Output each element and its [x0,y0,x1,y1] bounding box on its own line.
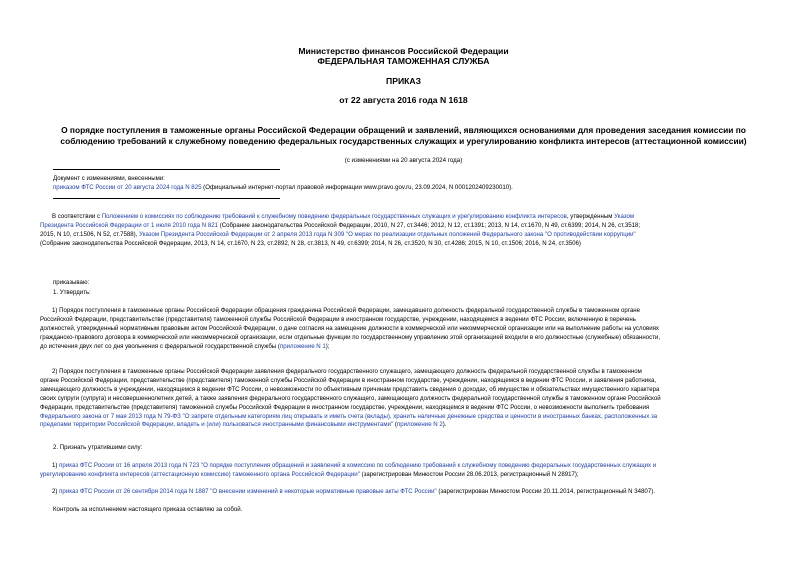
paragraph-line: 1) Порядок поступления в таможенные органы Российской Федерации обращения гражданина Российской Федерации, замещавшего должность федеральной государственной службы в таможенном органе [52,307,641,314]
federal-law-79-link-cont[interactable]: пределами территории Российской Федерации, владеть и (или) пользоваться иностранными финансовыми инструментами" [40,421,394,429]
preamble-text: , утвержденным [566,213,615,220]
preamble [40,213,767,249]
control-clause: Контроль за исполнением настоящего приказа оставляю за собой. [53,506,243,513]
document-type: ПРИКАЗ [386,76,421,86]
decree-link-start[interactable]: Указом [614,213,635,220]
service-name: ФЕДЕРАЛЬНАЯ ТАМОЖЕННАЯ СЛУЖБА [317,56,490,66]
paragraph-line: замещающего должность в учреждении, находящемся в ведении ФТС России, о невозможности по объективным причинам представить сведения о доходах, об имуществе и обязательствах имущественного характера [40,385,660,393]
order-723-link-cont[interactable]: урегулированию конфликта интересов (аттестационную комиссию) таможенного органа Российской Федерации" [40,470,360,478]
amendment-source: (Официальный интернет-портал правовой информации www.pravo.gov.ru, 23.09.2024, N 0001202409230010). [201,183,513,191]
title-line-1: О порядке поступления в таможенные органы Российской Федерации обращений и заявлений, являющихся основаниями для проведения заседания комиссии по [61,125,746,135]
preamble-text: В соответствии с [52,213,102,220]
paragraph-line: до истечения двух лет со дня увольнения с федеральной государственной службы ( [40,342,280,350]
paragraph-line: Российской Федерации, представительстве (представителя) таможенной службы Российской Федерации в иностранном государстве, учреждении, находящемся в ведении ФТС России, включенную в перечень [40,315,636,323]
paragraph-line: Федерации, представительстве (представителя) таможенной службы Российской Федерации в иностранном государстве, учреждении, находящемся в ведении ФТС России, о невозможности выполнить требования [40,403,650,411]
preamble-citation: (Собрание законодательства Российской Федерации, 2013, N 14, ст.1670, N 23, ст.2892, N 28, ст.3813, N 49, ст.6399; 2014, N 26, ст.3520, N 30, ст.4286; 2015, N 10, ст.1506; 2016, N 24, ст.3506) [40,239,581,247]
paragraph-2 [40,368,767,430]
list-marker: 1) [52,462,60,469]
paragraph-line: своих супруги (супруга) и несовершеннолетних детей, а также заявления федерального государственного служащего, замещающего должность федеральной государственной службы в таможенном органе Российской [40,394,661,402]
amendment-link[interactable]: приказом ФТС России от 20 августа 2024 года N 825 [53,183,202,191]
decree-821-link[interactable]: Президента Российской Федерации от 1 июля 2010 года N 821 [40,221,218,229]
federal-law-79-link[interactable]: Федерального закона от 7 мая 2013 года N 79-ФЗ "О запрете отдельным категориям лиц открывать и иметь счета (вклады), хранить наличные денежные средства и ценности в иностранных банках, расположенных за [40,412,658,420]
preamble-text: 2015, N 10, ст.1506, N 52, ст.7588), [40,230,140,238]
repeal-2 [40,488,767,497]
title-line-2: соблюдению требований к служебному поведению федеральных государственных служащих и урегулированию конфликта интересов (аттестационной комиссии) [60,136,747,146]
order-word: приказываю: [53,279,90,286]
paragraph-line: ); [325,342,330,350]
amendments-block [53,175,780,193]
amendments-label: Документ с изменениями, внесенными: [53,175,165,182]
regulation-link[interactable]: Положением о комиссиях по соблюдению требований к служебному поведению федеральных государственных служащих и урегулированию конфликта интересов [101,213,567,220]
document-header [0,46,807,105]
paragraph-1 [40,307,767,352]
registration-info: (зарегистрирован Минюстом России 20.11.2014, регистрационный N 34807). [436,488,655,495]
document-date-number: от 22 августа 2016 года N 1618 [339,95,468,105]
preamble-text: (Собрание законодательства Российской Федерации, 2010, N 27, ст.3446; 2012, N 12, ст.1391; 2013, N 14, ст.1670, N 49, ст.6399; 2014, N 26, ст.3518; [218,221,641,229]
paragraph-line: должностей, утвержденный нормативным правовым актом Российской Федерации, о даче согласия на замещение должности в коммерческой или некоммерческой организации или на выполнение работы на условиях [40,324,659,332]
paragraph-line: ( [393,421,397,429]
paragraph-line: ). [442,421,447,429]
order-1887-link[interactable]: приказ ФТС России от 26 сентября 2014 года N 1887 "О внесении изменений в некоторые нормативные правовые акты ФТС России" [59,488,437,495]
revision-note: (с изменениями на 20 августа 2024 года) [344,157,463,164]
appendix-2-link[interactable]: приложение N 2 [396,421,443,429]
repeal-1 [40,462,767,480]
paragraph-line: 2) Порядок поступления в таможенные органы Российской Федерации заявления федерального государственного служащего, замещающего должность федеральной государственной службы в таможенном [52,368,642,375]
appendix-1-link[interactable]: приложение N 1 [279,342,326,350]
divider-top [53,169,280,170]
document-title [28,125,779,147]
divider-bottom [53,198,280,199]
registration-info: (зарегистрирован Минюстом России 28.06.2013, регистрационный N 28917); [359,470,579,478]
item-2-heading: 2. Признать утратившими силу: [53,444,143,451]
list-marker: 2) [52,488,60,495]
item-1-heading: 1. Утвердить: [53,289,91,296]
ministry-name: Министерство финансов Российской Федерации [298,46,509,56]
paragraph-line: гражданско-правового договора в коммерческой или некоммерческой организации, если отдельные функции по государственному управлению этой организацией входили в его должностные (служебные) обязанности, [40,333,661,341]
paragraph-line: органе Российской Федерации, представительстве (представителя) таможенной службы Российской Федерации в иностранном государстве, учреждении, находящемся в ведении ФТС России, и заявления работника, [40,376,657,384]
order-723-link[interactable]: приказ ФТС России от 16 апреля 2013 года N 723 "О порядке поступления обращений и заявлений в комиссию по соблюдению требований к служебному поведению федеральных государственных служащих и [59,462,657,469]
decree-309-link[interactable]: Указом Президента Российской Федерации от 2 апреля 2013 года N 309 "О мерах по реализации отдельных положений Федерального закона "О противодействии коррупции" [139,230,636,238]
